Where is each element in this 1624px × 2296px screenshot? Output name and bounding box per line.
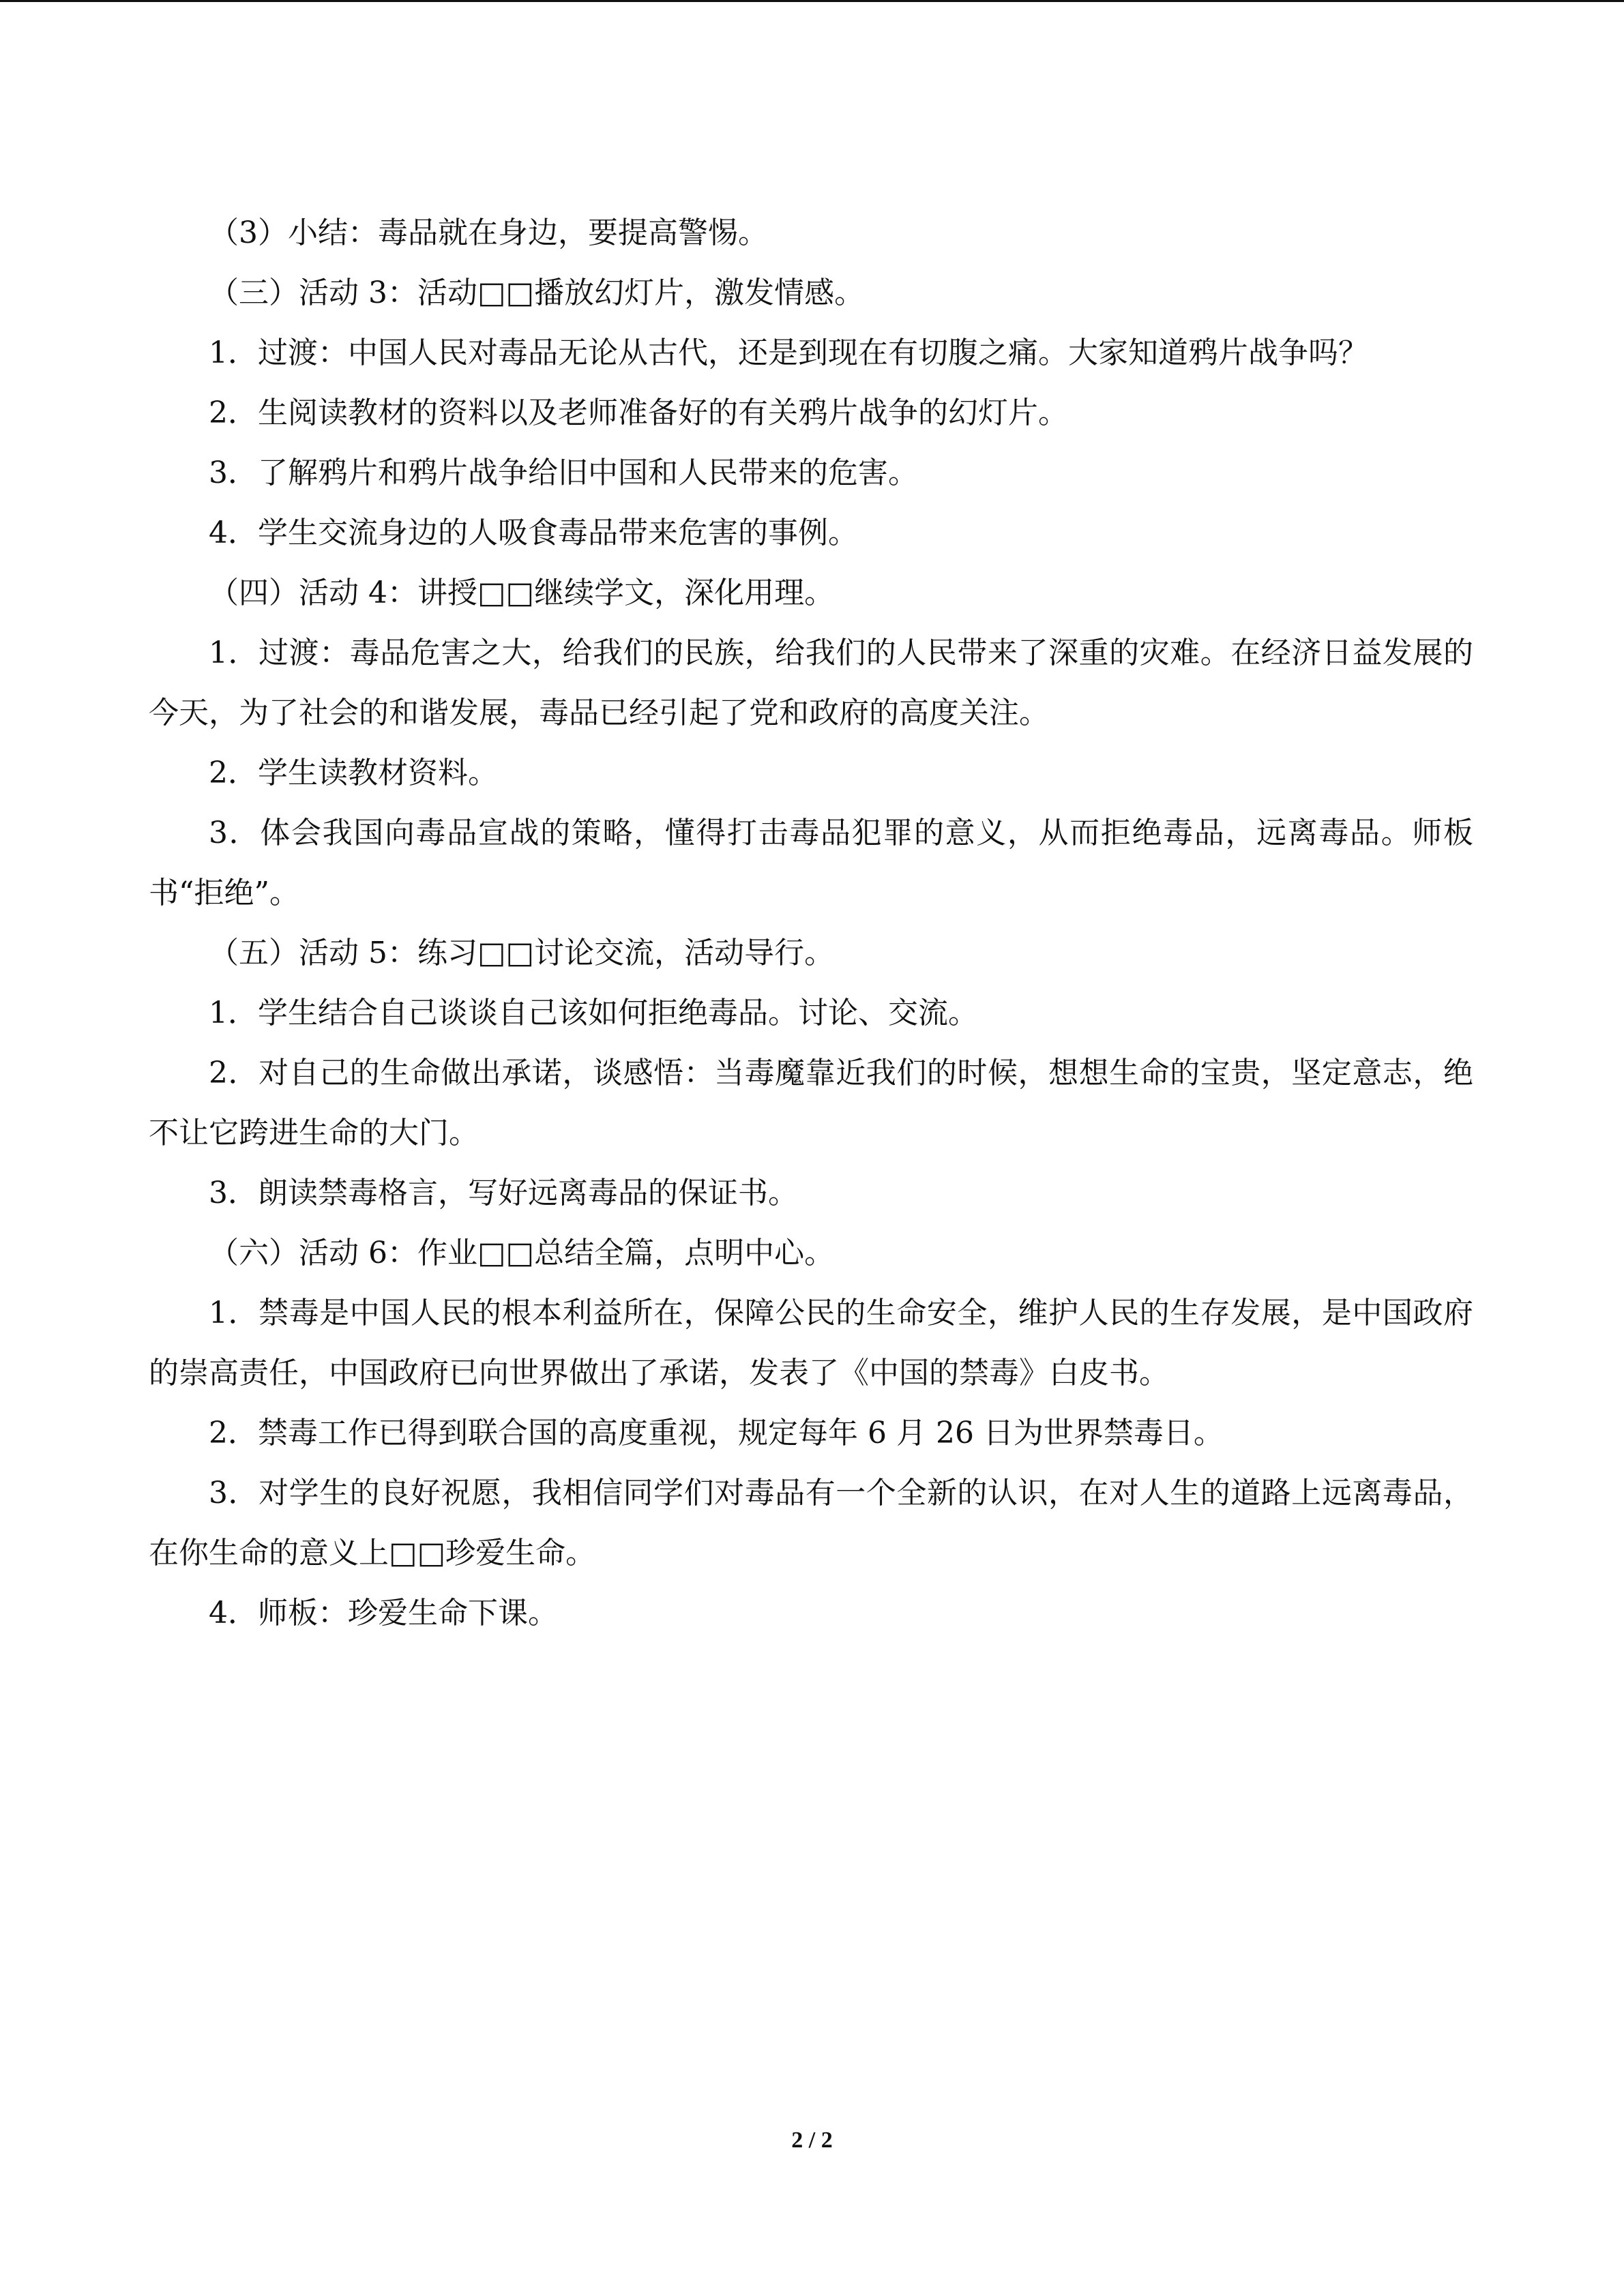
paragraph: 3．对学生的良好祝愿，我相信同学们对毒品有一个全新的认识，在对人生的道路上远离毒品，在你生命的意义上□□珍爱生命。 <box>149 1476 1473 1570</box>
document-body <box>149 203 1473 1643</box>
paragraph: （四）活动 4：讲授□□继续学文，深化用理。 <box>209 576 835 610</box>
page-top-border <box>0 0 1624 2</box>
paragraph: 3．体会我国向毒品宣战的策略，懂得打击毒品犯罪的意义，从而拒绝毒品，远离毒品。师板书“拒绝”。 <box>149 816 1473 910</box>
paragraph: 1．过渡：中国人民对毒品无论从古代，还是到现在有切腹之痛。大家知道鸦片战争吗？ <box>209 336 1368 370</box>
paragraph: 3．朗读禁毒格言，写好远离毒品的保证书。 <box>209 1176 798 1210</box>
paragraph: 1．禁毒是中国人民的根本利益所在，保障公民的生命安全，维护人民的生存发展，是中国政府的崇高责任，中国政府已向世界做出了承诺，发表了《中国的禁毒》白皮书。 <box>149 1296 1473 1390</box>
paragraph: 2．学生读教材资料。 <box>209 756 498 790</box>
paragraph: 1．学生结合自己谈谈自己该如何拒绝毒品。讨论、交流。 <box>209 996 978 1030</box>
paragraph: 3．了解鸦片和鸦片战争给旧中国和人民带来的危害。 <box>209 456 918 490</box>
paragraph: 4．学生交流身边的人吸食毒品带来危害的事例。 <box>209 516 858 550</box>
paragraph: 2．禁毒工作已得到联合国的高度重视，规定每年 6 月 26 日为世界禁毒日。 <box>209 1416 1224 1450</box>
paragraph: 1．过渡：毒品危害之大，给我们的民族，给我们的人民带来了深重的灾难。在经济日益发展的今天，为了社会的和谐发展，毒品已经引起了党和政府的高度关注。 <box>149 636 1473 730</box>
paragraph: 2．对自己的生命做出承诺，谈感悟：当毒魔靠近我们的时候，想想生命的宝贵，坚定意志，绝不让它跨进生命的大门。 <box>149 1056 1473 1150</box>
paragraph: （五）活动 5：练习□□讨论交流，活动导行。 <box>209 936 835 970</box>
paragraph: （六）活动 6：作业□□总结全篇，点明中心。 <box>209 1236 835 1270</box>
page-number: 2 / 2 <box>791 2128 833 2153</box>
paragraph: （三）活动 3：活动□□播放幻灯片，激发情感。 <box>209 275 865 310</box>
paragraph: 2．生阅读教材的资料以及老师准备好的有关鸦片战争的幻灯片。 <box>209 396 1068 430</box>
paragraph: 4．师板：珍爱生命下课。 <box>209 1596 558 1630</box>
paragraph: （3）小结：毒品就在身边，要提高警惕。 <box>209 215 768 250</box>
